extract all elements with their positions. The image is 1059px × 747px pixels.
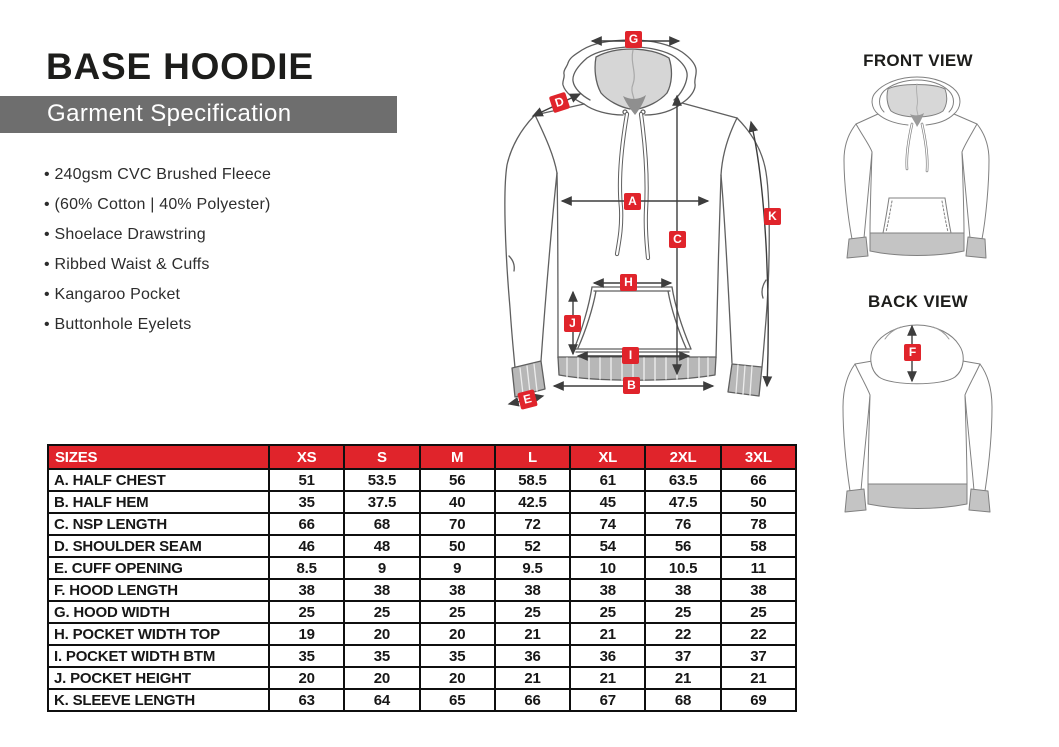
- measurement-value: 38: [495, 579, 570, 601]
- size-table-row: [48, 667, 796, 689]
- measurement-value: 21: [570, 667, 645, 689]
- measurement-value: 9: [344, 557, 419, 579]
- measurement-label: F. HOOD LENGTH: [48, 579, 269, 601]
- measurement-marker-i: I: [622, 347, 639, 364]
- measurement-marker-d: D: [549, 92, 570, 113]
- measurement-label: D. SHOULDER SEAM: [48, 535, 269, 557]
- measurement-value: 11: [721, 557, 796, 579]
- measurement-value: 25: [645, 601, 720, 623]
- measurement-label: G. HOOD WIDTH: [48, 601, 269, 623]
- front-view-svg: [840, 72, 995, 264]
- measurement-value: 65: [420, 689, 495, 711]
- measurement-value: 53.5: [344, 469, 419, 491]
- measurement-value: 72: [495, 513, 570, 535]
- size-table-header-2xl: 2XL: [645, 445, 720, 469]
- size-table-header-row: [48, 445, 796, 469]
- feature-item: • Shoelace Drawstring: [44, 226, 271, 244]
- measurement-marker-b: B: [623, 377, 640, 394]
- measurement-value: 38: [269, 579, 344, 601]
- measurement-value: 66: [269, 513, 344, 535]
- measurement-marker-a: A: [624, 193, 641, 210]
- measurement-value: 61: [570, 469, 645, 491]
- measurement-value: 21: [495, 623, 570, 645]
- feature-item: • (60% Cotton | 40% Polyester): [44, 196, 271, 214]
- measurement-value: 66: [495, 689, 570, 711]
- measurement-value: 37: [645, 645, 720, 667]
- feature-item: • Ribbed Waist & Cuffs: [44, 256, 271, 274]
- measurement-value: 63.5: [645, 469, 720, 491]
- measurement-label: H. POCKET WIDTH TOP: [48, 623, 269, 645]
- measurement-value: 46: [269, 535, 344, 557]
- size-table-row: [48, 579, 796, 601]
- measurement-value: 21: [721, 667, 796, 689]
- measurement-value: 38: [645, 579, 720, 601]
- size-table-header-xs: XS: [269, 445, 344, 469]
- measurement-value: 42.5: [495, 491, 570, 513]
- measurement-value: 68: [344, 513, 419, 535]
- subtitle-banner: [0, 96, 397, 133]
- measurement-label: K. SLEEVE LENGTH: [48, 689, 269, 711]
- measurement-value: 20: [420, 667, 495, 689]
- measurement-value: 25: [495, 601, 570, 623]
- hoodie-measurement-diagram: [475, 8, 805, 420]
- measurement-value: 22: [645, 623, 720, 645]
- size-table-header-3xl: 3XL: [721, 445, 796, 469]
- measurement-value: 40: [420, 491, 495, 513]
- measurement-label: C. NSP LENGTH: [48, 513, 269, 535]
- measurement-label: I. POCKET WIDTH BTM: [48, 645, 269, 667]
- size-table-row: [48, 601, 796, 623]
- measurement-value: 56: [420, 469, 495, 491]
- measurement-value: 50: [721, 491, 796, 513]
- measurement-value: 50: [420, 535, 495, 557]
- subtitle-text: Garment Specification: [47, 100, 292, 127]
- size-table-row: [48, 557, 796, 579]
- measurement-value: 8.5: [269, 557, 344, 579]
- measurement-marker-c: C: [669, 231, 686, 248]
- hoodie-diagram-svg: [475, 8, 805, 420]
- measurement-value: 20: [420, 623, 495, 645]
- front-view-title: FRONT VIEW: [863, 51, 973, 70]
- size-table-header-s: S: [344, 445, 419, 469]
- size-table-row: [48, 645, 796, 667]
- measurement-marker-k: K: [764, 208, 781, 225]
- measurement-value: 66: [721, 469, 796, 491]
- measurement-value: 67: [570, 689, 645, 711]
- measurement-value: 63: [269, 689, 344, 711]
- page-title: BASE HOODIE: [46, 46, 314, 87]
- measurement-value: 74: [570, 513, 645, 535]
- size-table-row: [48, 513, 796, 535]
- measurement-value: 25: [570, 601, 645, 623]
- measurement-value: 10: [570, 557, 645, 579]
- size-table-row: [48, 469, 796, 491]
- measurement-value: 22: [721, 623, 796, 645]
- measurement-marker-e: E: [517, 389, 538, 410]
- measurement-value: 56: [645, 535, 720, 557]
- measurement-value: 48: [344, 535, 419, 557]
- size-table: [47, 444, 797, 712]
- size-table-row: [48, 535, 796, 557]
- measurement-value: 25: [721, 601, 796, 623]
- measurement-value: 78: [721, 513, 796, 535]
- measurement-value: 69: [721, 689, 796, 711]
- measurement-marker-h: H: [620, 274, 637, 291]
- measurement-value: 35: [420, 645, 495, 667]
- size-table-row: [48, 623, 796, 645]
- measurement-value: 36: [495, 645, 570, 667]
- measurement-label: B. HALF HEM: [48, 491, 269, 513]
- measurement-value: 38: [570, 579, 645, 601]
- size-table-header-sizes: SIZES: [48, 445, 269, 469]
- measurement-label: A. HALF CHEST: [48, 469, 269, 491]
- measurement-value: 37.5: [344, 491, 419, 513]
- measurement-value: 21: [495, 667, 570, 689]
- measurement-value: 45: [570, 491, 645, 513]
- measurement-marker-f: F: [904, 344, 921, 361]
- measurement-label: E. CUFF OPENING: [48, 557, 269, 579]
- back-view-title: BACK VIEW: [868, 292, 968, 311]
- measurement-value: 25: [344, 601, 419, 623]
- measurement-value: 58: [721, 535, 796, 557]
- front-view-diagram: [840, 72, 995, 264]
- back-view-diagram: [841, 315, 994, 515]
- measurement-value: 54: [570, 535, 645, 557]
- measurement-value: 35: [344, 645, 419, 667]
- measurement-value: 68: [645, 689, 720, 711]
- measurement-label: J. POCKET HEIGHT: [48, 667, 269, 689]
- size-table-header-xl: XL: [570, 445, 645, 469]
- size-table-row: [48, 689, 796, 711]
- measurement-value: 38: [420, 579, 495, 601]
- size-table-header-m: M: [420, 445, 495, 469]
- size-table-header-l: L: [495, 445, 570, 469]
- size-table-row: [48, 491, 796, 513]
- measurement-value: 25: [269, 601, 344, 623]
- measurement-value: 25: [420, 601, 495, 623]
- measurement-value: 36: [570, 645, 645, 667]
- measurement-value: 20: [344, 667, 419, 689]
- measurement-value: 9.5: [495, 557, 570, 579]
- measurement-value: 47.5: [645, 491, 720, 513]
- measurement-value: 35: [269, 491, 344, 513]
- measurement-value: 9: [420, 557, 495, 579]
- measurement-marker-j: J: [564, 315, 581, 332]
- measurement-value: 58.5: [495, 469, 570, 491]
- measurement-value: 20: [269, 667, 344, 689]
- feature-item: • 240gsm CVC Brushed Fleece: [44, 166, 271, 184]
- feature-item: • Kangaroo Pocket: [44, 286, 271, 304]
- measurement-value: 38: [721, 579, 796, 601]
- feature-item: • Buttonhole Eyelets: [44, 316, 271, 334]
- measurement-marker-g: G: [625, 31, 642, 48]
- measurement-value: 21: [570, 623, 645, 645]
- measurement-value: 20: [344, 623, 419, 645]
- measurement-value: 76: [645, 513, 720, 535]
- measurement-value: 21: [645, 667, 720, 689]
- measurement-value: 52: [495, 535, 570, 557]
- measurement-value: 70: [420, 513, 495, 535]
- measurement-value: 64: [344, 689, 419, 711]
- measurement-value: 35: [269, 645, 344, 667]
- measurement-value: 37: [721, 645, 796, 667]
- measurement-value: 10.5: [645, 557, 720, 579]
- measurement-value: 38: [344, 579, 419, 601]
- feature-list: [44, 166, 271, 346]
- measurement-value: 51: [269, 469, 344, 491]
- measurement-value: 19: [269, 623, 344, 645]
